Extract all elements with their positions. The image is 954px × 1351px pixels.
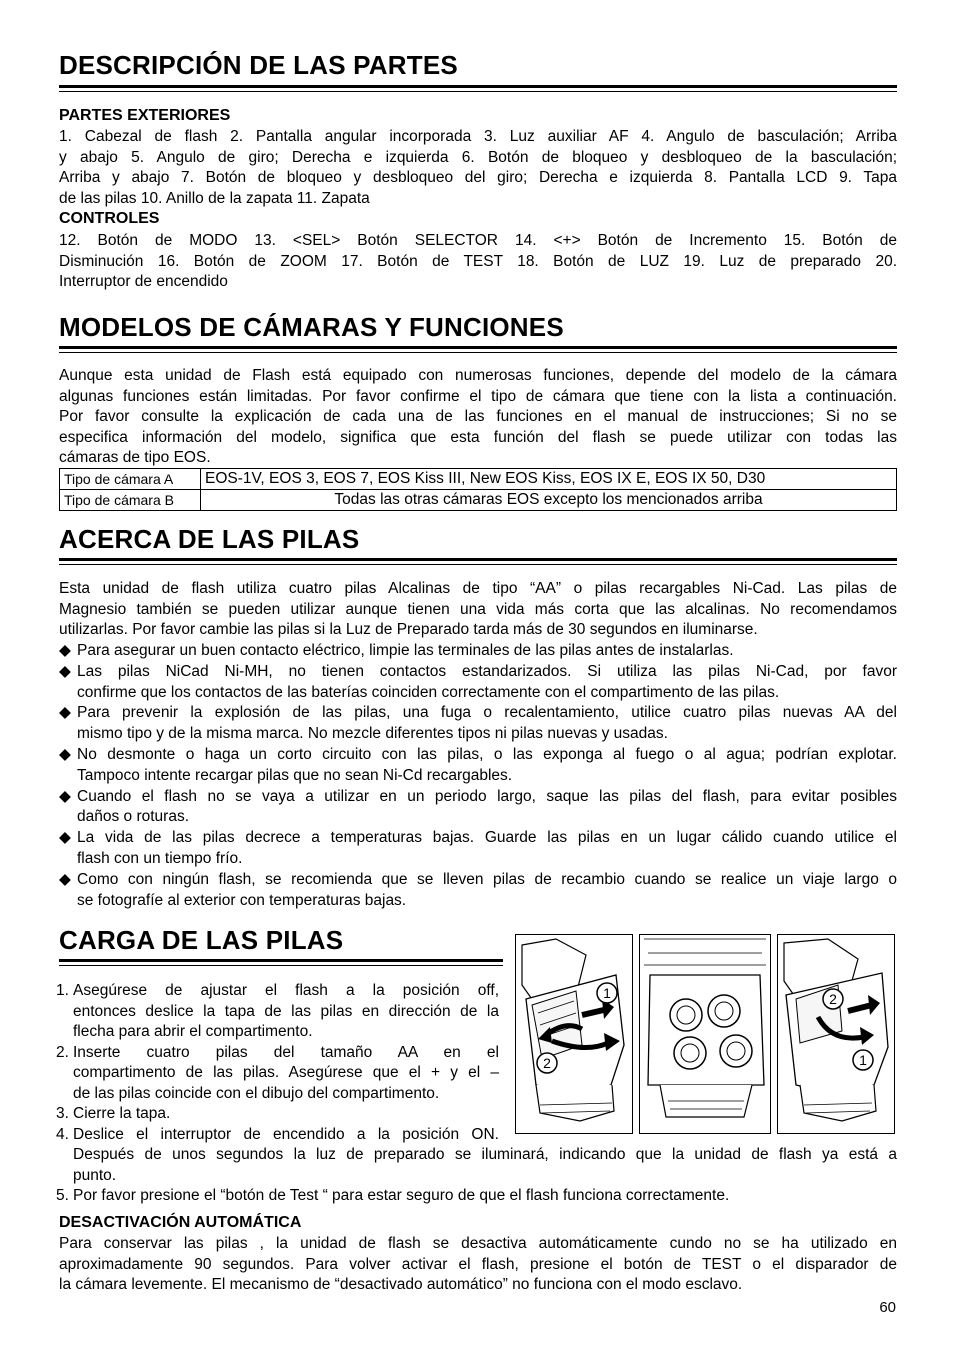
text-line: Por favor consulte la explicación de cada una de las funciones en el manual de instrucciones; Si no se — [59, 408, 897, 425]
title-rule — [59, 346, 897, 349]
paragraph-desactivacion — [59, 1234, 897, 1296]
text-line: flash con un tiempo frío. — [77, 849, 243, 867]
text-line: se fotografíe al exterior con temperaturas bajas. — [77, 891, 407, 909]
table-row — [60, 469, 897, 490]
paragraph-controles — [59, 231, 897, 293]
list-item — [59, 787, 897, 829]
text-line: flecha para abrir el compartimento. — [73, 1023, 313, 1040]
title-rule — [59, 959, 503, 962]
table-row — [60, 490, 897, 511]
subheading-exteriores: PARTES EXTERIORES — [59, 107, 231, 124]
title-rule-thin — [59, 352, 897, 353]
camera-type-cell: Tipo de cámara A — [60, 469, 201, 490]
text-line: Después de unos segundos la luz de preparado se iluminará, indicando que la unidad de flash ya está a — [73, 1146, 897, 1163]
flash-open-cover-illustration — [516, 935, 632, 1133]
list-item — [59, 641, 897, 662]
text-line: Las pilas NiCad Ni-MH, no tienen contactos estandarizados. Si utiliza las pilas Ni-Cad, por favor — [77, 662, 897, 680]
text-line: Asegúrese de ajustar el flash a la posición off, — [73, 982, 499, 999]
text-line: entonces deslice la tapa de las pilas en dirección de la — [73, 1002, 499, 1020]
subheading-controles: CONTROLES — [59, 210, 160, 227]
figure-close-cover — [777, 934, 895, 1134]
diamond-bullet-icon: ◆ — [59, 787, 71, 805]
text-line: utilizarlas. Por favor cambie las pilas si la Luz de Preparado tarda más de 30 segundos en iluminarse. — [59, 621, 758, 638]
title-rule-thin — [59, 965, 503, 966]
diamond-bullet-icon: ◆ — [59, 829, 71, 847]
list-item — [56, 1043, 897, 1105]
text-line: No desmonte o haga un corto circuito con las pilas, o las exponga al fuego o al agua; podrían explotar. — [77, 745, 897, 763]
text-line: cámaras de tipo EOS. — [59, 449, 211, 466]
text-line: confirme que los contactos de las baterías coinciden correctamente con el compartimento de las pilas. — [77, 683, 780, 701]
paragraph-modelos — [59, 366, 897, 469]
text-line: Por favor presione el “botón de Test “ para estar seguro de que el flash funciona correctamente. — [73, 1187, 730, 1204]
text-line: Aunque esta unidad de Flash está equipado con numerosas funciones, depende del modelo de la cámara — [59, 367, 897, 384]
diamond-bullet-icon: ◆ — [59, 870, 71, 888]
figure-label: 2 — [829, 991, 837, 1007]
flash-close-cover-illustration — [778, 935, 894, 1133]
figure-label: 1 — [603, 985, 611, 1001]
text-line: y abajo 5. Angulo de giro; Derecha e izquierda 6. Botón de bloqueo y desbloqueo de la basculación; — [59, 148, 897, 166]
text-line: compartimento de las pilas. Asegúrese que el + y el – — [73, 1064, 499, 1081]
text-line: Esta unidad de flash utiliza cuatro pilas Alcalinas de tipo “AA” o pilas recargables Ni-Cad. Las pilas de — [59, 580, 897, 597]
text-line: especifica información del modelo, significa que esta función del flash se puede utilizar con todas las — [59, 428, 897, 446]
text-line: Inserte cuatro pilas del tamaño AA en el — [73, 1043, 499, 1061]
text-line: 1. Cabezal de flash 2. Pantalla angular incorporada 3. Luz auxiliar AF 4. Angulo de basculación; Arriba — [59, 128, 897, 145]
list-item — [56, 1125, 897, 1187]
text-line: Arriba y abajo 7. Botón de bloqueo y desbloqueo del giro; Derecha e izquierda 8. Pantalla LCD 9. Tapa — [59, 169, 897, 186]
text-line: Disminución 16. Botón de ZOOM 17. Botón de TEST 18. Botón de LUZ 19. Luz de preparado 20. — [59, 252, 897, 270]
section-title-pilas: ACERCA DE LAS PILAS — [59, 524, 360, 554]
step-number: 2. — [56, 1043, 69, 1061]
section-title-partes: DESCRIPCIÓN DE LAS PARTES — [59, 50, 458, 80]
text-line: punto. — [73, 1166, 117, 1184]
camera-models-table — [59, 468, 897, 511]
list-item — [56, 1186, 897, 1207]
text-line: aproximadamente 90 segundos. Para volver activar el flash, presione el botón de TEST o el disparador de — [59, 1255, 897, 1273]
section-title-modelos: MODELOS DE CÁMARAS Y FUNCIONES — [59, 312, 564, 342]
battery-warnings-list — [59, 641, 897, 911]
list-item — [59, 745, 897, 787]
text-line: mismo tipo y de la misma marca. No mezcle diferentes tipos ni pilas nuevas y usadas. — [77, 725, 668, 743]
list-item — [56, 1104, 897, 1125]
diamond-bullet-icon: ◆ — [59, 704, 71, 722]
text-line: algunas funciones están limitadas. Por favor confirme el tipo de cámara que tiene con la lista a continuación. — [59, 387, 897, 405]
text-line: Como con ningún flash, se recomienda que se lleven pilas de recambio cuando se realice un viaje largo o — [77, 870, 897, 888]
list-item — [56, 981, 897, 1043]
text-line: Para prevenir la explosión de las pilas, una fuga o recalentamiento, utilice cuatro pilas nuevas AA del — [77, 704, 897, 722]
text-line: daños o roturas. — [77, 808, 190, 826]
step-number: 1. — [56, 982, 69, 999]
diamond-bullet-icon: ◆ — [59, 745, 71, 763]
title-rule-thin — [59, 564, 897, 565]
page-number: 60 — [879, 1299, 896, 1316]
text-line: de las pilas coincide con el dibujo del compartimento. — [73, 1084, 440, 1102]
step-number: 3. — [56, 1105, 69, 1122]
text-line: Para asegurar un buen contacto eléctrico, limpie las terminales de las pilas antes de instalarlas. — [77, 642, 734, 659]
battery-compartment-illustration — [640, 935, 770, 1133]
camera-models-cell: EOS-1V, EOS 3, EOS 7, EOS Kiss III, New EOS Kiss, EOS IX E, EOS IX 50, D30 — [201, 469, 897, 490]
list-item — [59, 662, 897, 704]
figure-label: 2 — [543, 1055, 551, 1071]
title-rule-thin — [59, 91, 897, 92]
title-rule — [59, 85, 897, 88]
figure-open-cover — [515, 934, 633, 1134]
diamond-bullet-icon: ◆ — [59, 642, 71, 659]
list-item — [59, 703, 897, 745]
text-line: Cuando el flash no se vaya a utilizar en un periodo largo, saque las pilas del flash, para evitar posibles — [77, 787, 897, 805]
paragraph-pilas — [59, 579, 897, 641]
text-line: 12. Botón de MODO 13. <SEL> Botón SELECTOR 14. <+> Botón de Incremento 15. Botón de — [59, 232, 897, 249]
camera-type-cell: Tipo de cámara B — [60, 490, 201, 511]
text-line: Para conservar las pilas , la unidad de flash se desactiva automáticamente cundo no se ha utilizado en — [59, 1235, 897, 1252]
text-line: Deslice el interruptor de encendido a la posición ON. — [73, 1125, 499, 1143]
text-line: Magnesio también se pueden utilizar aunque tienen una vida más corta que las alcalinas. No recomendamos — [59, 600, 897, 618]
list-item — [59, 870, 897, 912]
title-rule — [59, 558, 897, 561]
text-line: de las pilas 10. Anillo de la zapata 11. Zapata — [59, 189, 370, 207]
camera-models-cell: Todas las otras cámaras EOS excepto los mencionados arriba — [201, 490, 897, 511]
figure-insert-batteries — [639, 934, 771, 1134]
diamond-bullet-icon: ◆ — [59, 662, 71, 680]
text-line: La vida de las pilas decrece a temperaturas bajas. Guarde las pilas en un lugar cálido cuando utilice el — [77, 829, 897, 847]
subheading-desactivacion: DESACTIVACIÓN AUTOMÁTICA — [59, 1214, 302, 1231]
paragraph-exteriores — [59, 127, 897, 209]
figure-label: 1 — [859, 1052, 867, 1068]
step-number: 4. — [56, 1125, 69, 1143]
text-line: la cámara levemente. El mecanismo de “desactivado automático” no funciona con el modo esclavo. — [59, 1276, 743, 1293]
loading-steps-list — [56, 981, 897, 1207]
section-title-carga: CARGA DE LAS PILAS — [59, 925, 344, 955]
text-line: Tampoco intente recargar pilas que no sean Ni-Cd recargables. — [77, 766, 513, 784]
step-number: 5. — [56, 1187, 69, 1204]
list-item — [59, 828, 897, 870]
text-line: Interruptor de encendido — [59, 273, 228, 290]
text-line: Cierre la tapa. — [73, 1105, 171, 1122]
